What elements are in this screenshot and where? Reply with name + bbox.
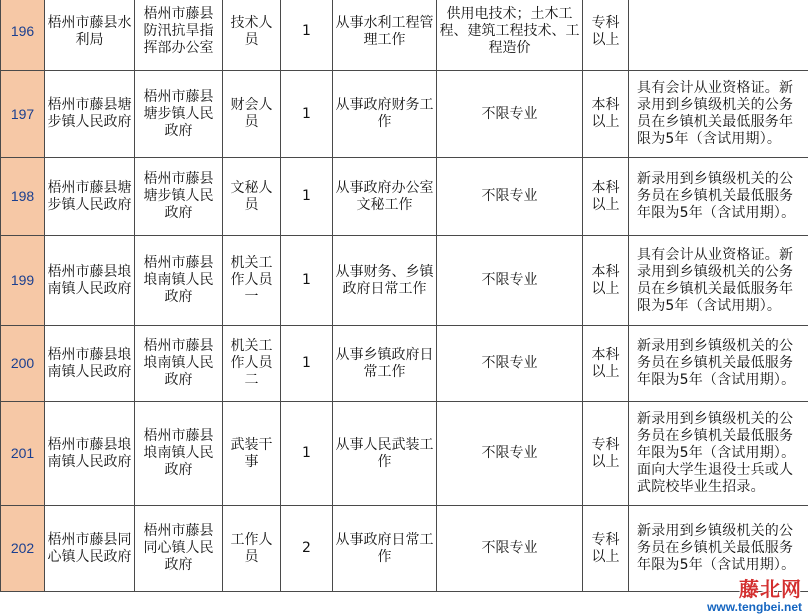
- row-number-cell: 199: [1, 236, 45, 326]
- organization-cell: 梧州市藤县埌南镇人民政府: [45, 236, 135, 326]
- position-cell: 机关工作人员二: [223, 326, 281, 402]
- table-row: [1, 236, 808, 326]
- table-row: [1, 402, 808, 506]
- watermark-logo: 藤北网: [739, 577, 802, 601]
- position-cell: 工作人员: [223, 506, 281, 592]
- headcount-cell: 1: [281, 71, 333, 158]
- major-cell: 不限专业: [437, 236, 583, 326]
- row-number-cell: 197: [1, 71, 45, 158]
- position-cell: 武装干事: [223, 402, 281, 506]
- organization-cell: 梧州市藤县水利局: [45, 0, 135, 71]
- remarks-cell: 具有会计从业资格证。新录用到乡镇级机关的公务员在乡镇机关最低服务年限为5年（含试用期）。: [629, 236, 808, 326]
- education-cell: 本科以上: [583, 71, 629, 158]
- duty-cell: 从事人民武装工作: [333, 402, 437, 506]
- department-cell: 梧州市藤县埌南镇人民政府: [135, 326, 223, 402]
- duty-cell: 从事政府日常工作: [333, 506, 437, 592]
- remarks-cell: 新录用到乡镇级机关的公务员在乡镇机关最低服务年限为5年（含试用期）。: [629, 326, 808, 402]
- duty-cell: 从事乡镇政府日常工作: [333, 326, 437, 402]
- table-row: [1, 0, 808, 71]
- major-cell: 不限专业: [437, 158, 583, 236]
- organization-cell: 梧州市藤县埌南镇人民政府: [45, 326, 135, 402]
- table-row: [1, 326, 808, 402]
- position-cell: 机关工作人员一: [223, 236, 281, 326]
- headcount-cell: 1: [281, 236, 333, 326]
- position-cell: 文秘人员: [223, 158, 281, 236]
- headcount-cell: 2: [281, 506, 333, 592]
- department-cell: 梧州市藤县塘步镇人民政府: [135, 158, 223, 236]
- major-cell: 不限专业: [437, 71, 583, 158]
- organization-cell: 梧州市藤县塘步镇人民政府: [45, 71, 135, 158]
- major-cell: 不限专业: [437, 326, 583, 402]
- department-cell: 梧州市藤县防汛抗旱指挥部办公室: [135, 0, 223, 71]
- major-cell: 不限专业: [437, 402, 583, 506]
- department-cell: 梧州市藤县埌南镇人民政府: [135, 402, 223, 506]
- position-cell: 财会人员: [223, 71, 281, 158]
- remarks-cell: 新录用到乡镇级机关的公务员在乡镇机关最低服务年限为5年（含试用期）。: [629, 158, 808, 236]
- duty-cell: 从事财务、乡镇政府日常工作: [333, 236, 437, 326]
- remarks-cell: 新录用到乡镇级机关的公务员在乡镇机关最低服务年限为5年（含试用期）。面向大学生退役士兵或人武院校毕业生招录。: [629, 402, 808, 506]
- table-row: [1, 506, 808, 592]
- row-number-cell: 201: [1, 402, 45, 506]
- department-cell: 梧州市藤县埌南镇人民政府: [135, 236, 223, 326]
- headcount-cell: 1: [281, 326, 333, 402]
- duty-cell: 从事水利工程管理工作: [333, 0, 437, 71]
- row-number-cell: 200: [1, 326, 45, 402]
- education-cell: 本科以上: [583, 236, 629, 326]
- headcount-cell: 1: [281, 158, 333, 236]
- duty-cell: 从事政府办公室文秘工作: [333, 158, 437, 236]
- major-cell: 不限专业: [437, 506, 583, 592]
- position-cell: 技术人员: [223, 0, 281, 71]
- department-cell: 梧州市藤县同心镇人民政府: [135, 506, 223, 592]
- watermark-url: www.tengbei.net: [707, 600, 802, 614]
- headcount-cell: 1: [281, 0, 333, 71]
- table-row: [1, 158, 808, 236]
- remarks-cell: 新录用到乡镇级机关的公务员在乡镇机关最低服务年限为5年（含试用期）。: [629, 506, 808, 592]
- duty-cell: 从事政府财务工作: [333, 71, 437, 158]
- remarks-cell: [629, 0, 808, 71]
- education-cell: 专科以上: [583, 402, 629, 506]
- education-cell: 本科以上: [583, 158, 629, 236]
- remarks-cell: 具有会计从业资格证。新录用到乡镇级机关的公务员在乡镇机关最低服务年限为5年（含试用期）。: [629, 71, 808, 158]
- department-cell: 梧州市藤县塘步镇人民政府: [135, 71, 223, 158]
- row-number-cell: 196: [1, 0, 45, 71]
- education-cell: 专科以上: [583, 506, 629, 592]
- organization-cell: 梧州市藤县塘步镇人民政府: [45, 158, 135, 236]
- education-cell: 本科以上: [583, 326, 629, 402]
- row-number-cell: 198: [1, 158, 45, 236]
- row-number-cell: 202: [1, 506, 45, 592]
- organization-cell: 梧州市藤县埌南镇人民政府: [45, 402, 135, 506]
- education-cell: 专科以上: [583, 0, 629, 71]
- headcount-cell: 1: [281, 402, 333, 506]
- major-cell: 供用电技术；土木工程、建筑工程技术、工程造价: [437, 0, 583, 71]
- organization-cell: 梧州市藤县同心镇人民政府: [45, 506, 135, 592]
- table-row: [1, 71, 808, 158]
